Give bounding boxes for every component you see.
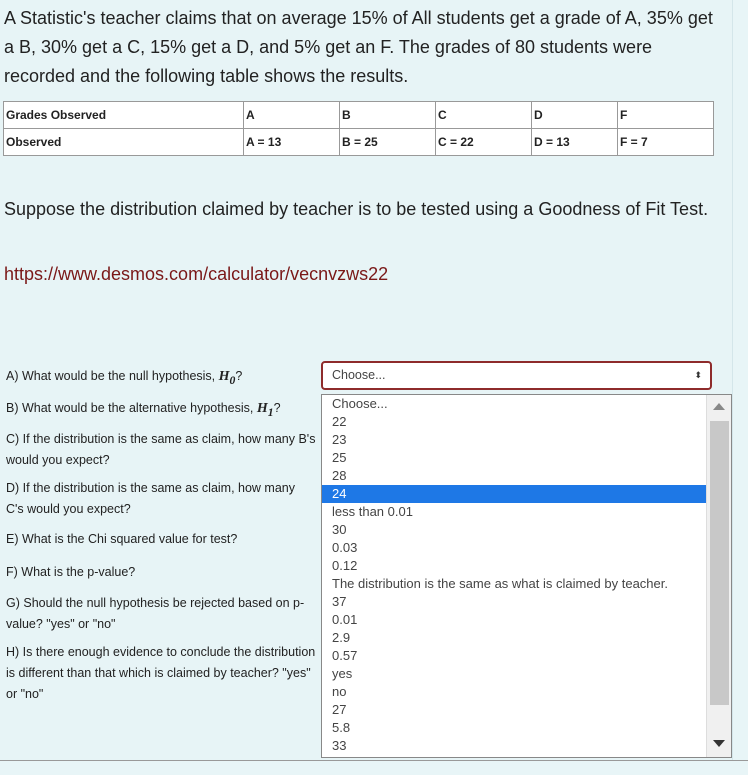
scroll-down-icon[interactable] xyxy=(713,740,725,747)
dropdown-option[interactable]: 0.03 xyxy=(332,540,358,555)
question-b xyxy=(6,398,316,423)
table-cell: A xyxy=(244,102,340,129)
question-f: F) What is the p-value? xyxy=(6,565,136,579)
answer-a-select[interactable] xyxy=(321,361,712,390)
table-cell: Observed xyxy=(4,129,244,156)
question-g: G) Should the null hypothesis be rejected based on p-value? "yes" or "no" xyxy=(6,596,305,631)
desmos-link[interactable]: https://www.desmos.com/calculator/vecnvzws22 xyxy=(4,264,389,284)
dropdown-option[interactable]: less than 0.01 xyxy=(332,504,413,519)
dropdown-option[interactable]: Choose... xyxy=(332,396,388,411)
question-a-text: A) What would be the null hypothesis, xyxy=(6,369,219,383)
dropdown-option[interactable]: 28 xyxy=(332,468,347,483)
question-a xyxy=(6,366,316,391)
question-e: E) What is the Chi squared value for test? xyxy=(6,532,238,546)
table-cell: D = 13 xyxy=(532,129,618,156)
question-d: D) If the distribution is the same as claim, how many C's would you expect? xyxy=(6,481,296,516)
chevron-up-down-icon: ⬍ xyxy=(694,370,702,380)
table-cell: Grades Observed xyxy=(4,102,244,129)
test-description: Suppose the distribution claimed by teacher is to be tested using a Goodness of Fit Test. xyxy=(4,199,709,219)
table-cell: C = 22 xyxy=(436,129,532,156)
dropdown-option[interactable]: 33 xyxy=(332,738,347,753)
scroll-up-icon[interactable] xyxy=(713,403,725,410)
dropdown-option[interactable]: 5.8 xyxy=(332,720,351,735)
dropdown-option[interactable]: 22 xyxy=(332,414,347,429)
dropdown-option[interactable]: yes xyxy=(332,666,353,681)
dropdown-list[interactable] xyxy=(321,394,732,758)
dropdown-option[interactable]: 25 xyxy=(332,450,347,465)
divider xyxy=(0,760,748,761)
table-cell: F = 7 xyxy=(618,129,714,156)
table-cell: A = 13 xyxy=(244,129,340,156)
question-c: C) If the distribution is the same as claim, how many B's would you expect? xyxy=(6,432,316,467)
h0-symbol: $H_0$ xyxy=(218,369,236,387)
dropdown-option[interactable]: 2.9 xyxy=(332,630,351,645)
dropdown-option[interactable]: 30 xyxy=(332,522,347,537)
table-header-row xyxy=(4,102,714,129)
grades-table xyxy=(3,101,714,156)
dropdown-option-selected[interactable]: 24 xyxy=(322,485,707,503)
dropdown-option[interactable]: The distribution is the same as what is claimed by teacher. xyxy=(332,576,668,591)
table-cell: B = 25 xyxy=(340,129,436,156)
dropdown-scrollbar[interactable] xyxy=(706,395,731,757)
dropdown-option[interactable]: 0.12 xyxy=(332,558,358,573)
dropdown-option[interactable]: 0.57 xyxy=(332,648,358,663)
question-h: H) Is there enough evidence to conclude the distribution is different than that which is claimed by teacher? "yes" or "no" xyxy=(6,645,316,701)
select-value: Choose... xyxy=(332,368,386,382)
problem-intro: A Statistic's teacher claims that on average 15% of All students get a grade of A, 35% get a B, 30% get a C, 15% get a D, and 5% get an F. The grades of 80 students were recorded and the following table shows the results. xyxy=(4,8,713,86)
question-b-text: B) What would be the alternative hypothesis, xyxy=(6,401,257,415)
table-cell: B xyxy=(340,102,436,129)
question-mark: ? xyxy=(273,401,281,415)
table-row xyxy=(4,129,714,156)
table-cell: D xyxy=(532,102,618,129)
question-mark: ? xyxy=(235,369,243,383)
h1-symbol: $H_1$ xyxy=(256,401,274,419)
table-cell: C xyxy=(436,102,532,129)
dropdown-option[interactable]: 27 xyxy=(332,702,347,717)
dropdown-option[interactable]: no xyxy=(332,684,347,699)
table-cell: F xyxy=(618,102,714,129)
dropdown-option[interactable]: 37 xyxy=(332,594,347,609)
dropdown-option[interactable]: 0.01 xyxy=(332,612,358,627)
scrollbar-thumb[interactable] xyxy=(710,421,729,705)
dropdown-option[interactable]: 23 xyxy=(332,432,347,447)
